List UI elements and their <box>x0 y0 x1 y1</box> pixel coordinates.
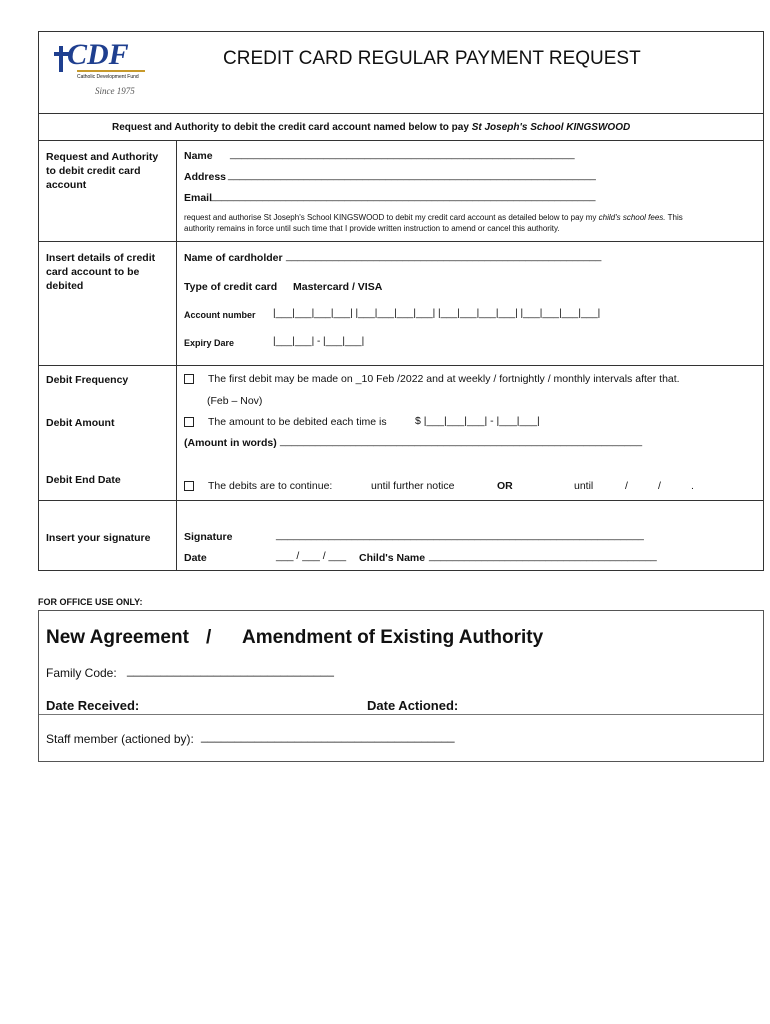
divider <box>39 500 763 501</box>
debit-end-date-label: Debit End Date <box>46 474 121 486</box>
office-use-box <box>38 610 764 762</box>
staff-member-label: Staff member (actioned by): <box>46 732 194 746</box>
cardholder-field[interactable]: ______________________________________________________ <box>286 250 602 262</box>
date-label: Date <box>184 552 207 564</box>
frequency-note: (Feb – Nov) <box>207 395 263 407</box>
name-field[interactable]: ___________________________________________________________ <box>230 148 575 160</box>
date-actioned-label: Date Actioned: <box>367 698 459 713</box>
date-dot: . <box>691 480 694 492</box>
end-date-checkbox[interactable] <box>184 481 194 491</box>
date-received-label: Date Received: <box>46 698 140 713</box>
address-field[interactable]: _______________________________________________________________ <box>228 169 596 181</box>
until-label: until <box>574 480 594 492</box>
authority-line-2: authority remains in force until such time that I provide written instruction to amend or cancel this authority. <box>184 224 560 233</box>
section-label-authority: Request and Authority to debit credit card account <box>46 151 159 191</box>
logo-rule <box>77 70 145 72</box>
account-number-field[interactable]: |___|___|___|___| |___|___|___|___| |___|___|___|___| |___|___|___|___| <box>273 308 601 319</box>
divider <box>39 140 763 141</box>
logo-since: Since 1975 <box>95 86 135 96</box>
cdf-logo <box>53 40 145 102</box>
intro-line <box>112 122 630 133</box>
date-slash: / <box>658 480 661 492</box>
email-label: Email <box>184 192 213 204</box>
expiry-label: Expiry Dare <box>184 338 235 348</box>
amount-text: The amount to be debited each time is <box>208 416 387 428</box>
date-field[interactable]: ___ / ___ / ___ <box>276 550 347 562</box>
address-label: Address <box>184 171 227 183</box>
cardholder-label: Name of cardholder <box>184 252 283 264</box>
frequency-option <box>184 373 680 385</box>
debit-frequency-label: Debit Frequency <box>46 374 129 386</box>
page-title: CREDIT CARD REGULAR PAYMENT REQUEST <box>223 48 641 69</box>
amount-checkbox[interactable] <box>184 417 194 427</box>
divider <box>39 241 763 242</box>
amount-field[interactable]: $ |___|___|___| - |___|___| <box>415 415 540 427</box>
end-date-option <box>184 480 332 492</box>
frequency-text: The first debit may be made on _10 Feb /2022 and at weekly / fortnightly / monthly intervals after that. <box>208 373 680 385</box>
staff-member-field[interactable]: ______________________________________ <box>201 729 455 743</box>
email-field[interactable]: __________________________________________________________________ <box>210 190 596 202</box>
payee: St Joseph's School KINGSWOOD <box>471 122 631 133</box>
or-label: OR <box>497 480 513 492</box>
section-label-card-details: Insert details of credit card account to be debited <box>46 252 156 292</box>
family-code-field[interactable]: _______________________________ <box>127 663 334 677</box>
logo-subtitle: Catholic Development Fund <box>77 74 139 80</box>
signature-field[interactable]: _______________________________________________________________ <box>276 529 644 541</box>
amendment-option[interactable]: Amendment of Existing Authority <box>242 627 544 648</box>
amount-words-field[interactable]: ______________________________________________________________ <box>280 435 643 447</box>
child-name-field[interactable]: _______________________________________ <box>429 550 657 562</box>
logo-text: CDF <box>67 38 129 71</box>
signature-label: Signature <box>184 531 233 543</box>
expiry-field[interactable]: |___|___| - |___|___| <box>273 336 365 347</box>
amount-option <box>184 416 387 428</box>
column-divider <box>176 140 177 571</box>
signature-section-label: Insert your signature <box>46 532 151 544</box>
office-use-heading: FOR OFFICE USE ONLY: <box>38 597 143 607</box>
new-agreement-option[interactable]: New Agreement <box>46 627 189 648</box>
debit-amount-label: Debit Amount <box>46 417 115 429</box>
until-further-notice: until further notice <box>371 480 455 492</box>
option-separator: / <box>206 627 212 648</box>
intro-prefix: Request and Authority to debit the credit card account named below to pay <box>112 122 472 133</box>
family-code-label: Family Code: <box>46 666 117 680</box>
divider <box>39 365 763 366</box>
divider <box>39 714 763 715</box>
account-number-label: Account number <box>184 310 256 320</box>
child-name-label: Child's Name <box>359 552 426 564</box>
payment-request-form <box>38 31 764 571</box>
authority-statement <box>184 212 758 234</box>
frequency-checkbox[interactable] <box>184 374 194 384</box>
date-slash: / <box>625 480 628 492</box>
amount-words-label: (Amount in words) <box>184 437 277 449</box>
card-type-label: Type of credit card <box>184 281 278 293</box>
divider <box>39 113 763 114</box>
card-type-options[interactable]: Mastercard / VISA <box>293 281 383 293</box>
end-date-text: The debits are to continue: <box>208 480 333 492</box>
name-label: Name <box>184 150 213 162</box>
authority-line-1: request and authorise St Joseph's School KINGSWOOD to debit my credit card account as detailed below to pay my child's school fees. This <box>184 213 683 222</box>
